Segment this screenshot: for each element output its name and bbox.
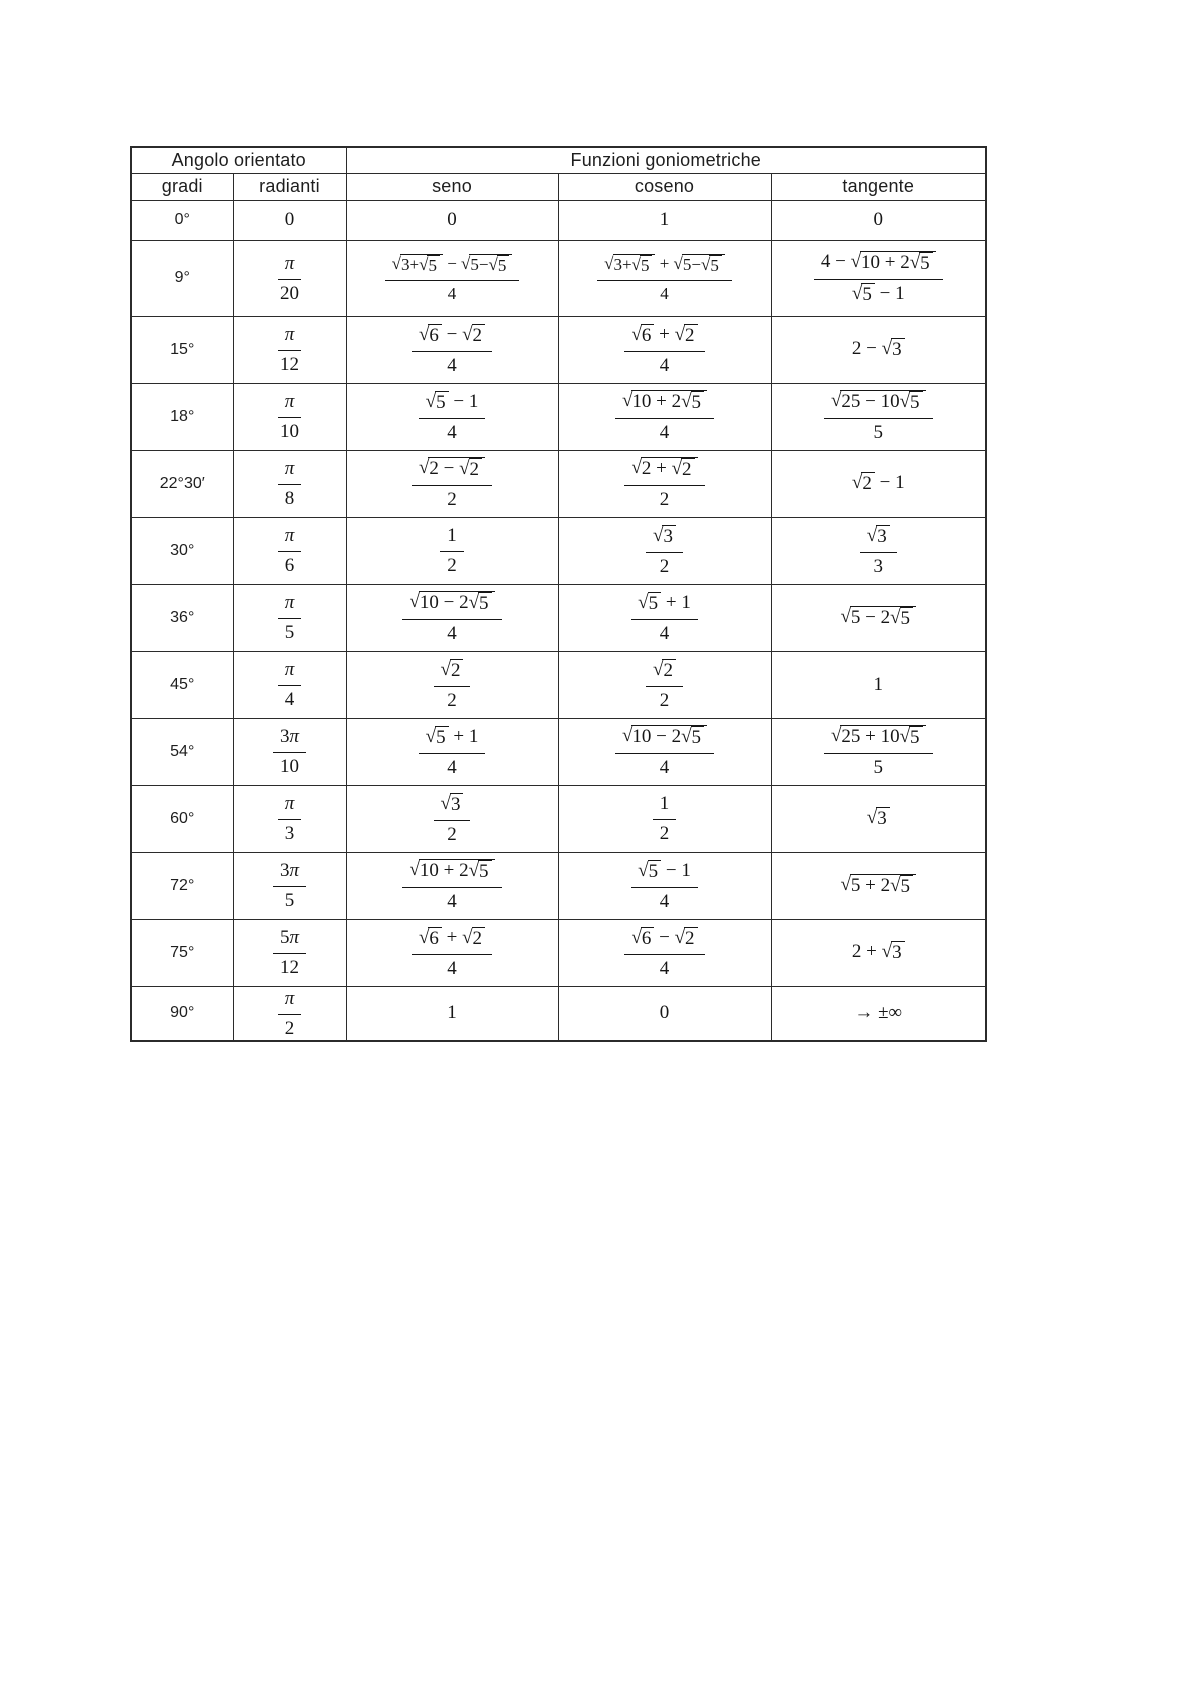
header-angolo-orientato: Angolo orientato bbox=[131, 147, 346, 173]
column-header-row bbox=[131, 173, 986, 200]
radianti-cell: $\frac{\pi}{5}$ bbox=[233, 584, 346, 651]
gradi-cell: 72° bbox=[131, 852, 233, 919]
tangente-cell: 2 − √ 3 bbox=[771, 316, 986, 383]
coseno-cell: √ 3+ √ 5 + √ 5− √ 5 4 bbox=[558, 240, 771, 316]
row-22deg30 bbox=[131, 450, 986, 517]
col-header-seno: seno bbox=[346, 173, 558, 200]
seno-cell: √ 5 − 1 4 bbox=[346, 383, 558, 450]
col-header-tangente: tangente bbox=[771, 173, 986, 200]
seno-cell: √ 3 2 bbox=[346, 785, 558, 852]
seno-cell: √ 10 − 2 √ 5 4 bbox=[346, 584, 558, 651]
seno-cell: √ 6 + √ 2 4 bbox=[346, 919, 558, 986]
seno-cell: √ 5 + 1 4 bbox=[346, 718, 558, 785]
tangente-cell: √ 3 bbox=[771, 785, 986, 852]
coseno-cell: √ 5 − 1 4 bbox=[558, 852, 771, 919]
row-0deg bbox=[131, 200, 986, 240]
tangente-cell: √ 5 + 2 √ 5 bbox=[771, 852, 986, 919]
seno-cell: 0 bbox=[346, 200, 558, 240]
tangente-cell: 4 − √ 10 + 2 √ 5 √ 5 − 1 bbox=[771, 240, 986, 316]
tangente-cell: 0 bbox=[771, 200, 986, 240]
row-45deg bbox=[131, 651, 986, 718]
coseno-cell: √ 3 2 bbox=[558, 517, 771, 584]
gradi-cell: 60° bbox=[131, 785, 233, 852]
seno-cell: $\frac{1}{2}$ bbox=[346, 517, 558, 584]
coseno-cell: √ 6 + √ 2 4 bbox=[558, 316, 771, 383]
gradi-cell: 30° bbox=[131, 517, 233, 584]
radianti-cell: $\frac{\pi}{6}$ bbox=[233, 517, 346, 584]
radianti-cell: $\frac{\pi}{10}$ bbox=[233, 383, 346, 450]
coseno-cell: √ 10 − 2 √ 5 4 bbox=[558, 718, 771, 785]
col-header-radianti: radianti bbox=[233, 173, 346, 200]
tangente-cell: 2 + √ 3 bbox=[771, 919, 986, 986]
coseno-cell: √ 2 + √ 2 2 bbox=[558, 450, 771, 517]
radianti-cell: $\frac{5\pi}{12}$ bbox=[233, 919, 346, 986]
gradi-cell: 54° bbox=[131, 718, 233, 785]
row-30deg bbox=[131, 517, 986, 584]
coseno-cell: √ 5 + 1 4 bbox=[558, 584, 771, 651]
tangente-cell: √ 25 − 10 √ 5 5 bbox=[771, 383, 986, 450]
seno-cell: √ 2 − √ 2 2 bbox=[346, 450, 558, 517]
seno-cell: √ 10 + 2 √ 5 4 bbox=[346, 852, 558, 919]
gradi-cell: 22°30′ bbox=[131, 450, 233, 517]
row-60deg bbox=[131, 785, 986, 852]
coseno-cell: $\frac{1}{2}$ bbox=[558, 785, 771, 852]
radianti-cell: $\frac{3\pi}{5}$ bbox=[233, 852, 346, 919]
radianti-cell: $\frac{3\pi}{10}$ bbox=[233, 718, 346, 785]
col-header-gradi: gradi bbox=[131, 173, 233, 200]
radianti-cell: $\frac{\pi}{3}$ bbox=[233, 785, 346, 852]
row-9deg bbox=[131, 240, 986, 316]
header-funzioni-goniometriche: Funzioni goniometriche bbox=[346, 147, 986, 173]
radianti-cell: $\frac{\pi}{4}$ bbox=[233, 651, 346, 718]
row-15deg bbox=[131, 316, 986, 383]
gradi-cell: 15° bbox=[131, 316, 233, 383]
row-36deg bbox=[131, 584, 986, 651]
col-header-coseno: coseno bbox=[558, 173, 771, 200]
gradi-cell: 45° bbox=[131, 651, 233, 718]
tangente-cell: √ 3 3 bbox=[771, 517, 986, 584]
radianti-cell: $\frac{\pi}{20}$ bbox=[233, 240, 346, 316]
gradi-cell: 0° bbox=[131, 200, 233, 240]
coseno-cell: 0 bbox=[558, 986, 771, 1041]
seno-cell: √ 6 − √ 2 4 bbox=[346, 316, 558, 383]
gradi-cell: 90° bbox=[131, 986, 233, 1041]
coseno-cell: 1 bbox=[558, 200, 771, 240]
row-75deg bbox=[131, 919, 986, 986]
tangente-cell: √ 25 + 10 √ 5 5 bbox=[771, 718, 986, 785]
gradi-cell: 75° bbox=[131, 919, 233, 986]
seno-cell: √ 3+ √ 5 − √ 5− √ 5 4 bbox=[346, 240, 558, 316]
row-18deg bbox=[131, 383, 986, 450]
trig-table bbox=[130, 146, 987, 1042]
tangente-cell: √ 2 − 1 bbox=[771, 450, 986, 517]
seno-cell: √ 2 2 bbox=[346, 651, 558, 718]
trig-table-container bbox=[130, 146, 987, 1042]
row-54deg bbox=[131, 718, 986, 785]
tangente-cell: 1 bbox=[771, 651, 986, 718]
seno-cell: 1 bbox=[346, 986, 558, 1041]
radianti-cell: $\frac{\pi}{2}$ bbox=[233, 986, 346, 1041]
row-90deg bbox=[131, 986, 986, 1041]
gradi-cell: 36° bbox=[131, 584, 233, 651]
tangente-cell: √ 5 − 2 √ 5 bbox=[771, 584, 986, 651]
header-group-row bbox=[131, 147, 986, 173]
radianti-cell: $\frac{\pi}{12}$ bbox=[233, 316, 346, 383]
coseno-cell: √ 10 + 2 √ 5 4 bbox=[558, 383, 771, 450]
gradi-cell: 9° bbox=[131, 240, 233, 316]
row-72deg bbox=[131, 852, 986, 919]
coseno-cell: √ 6 − √ 2 4 bbox=[558, 919, 771, 986]
tangente-cell: → ±∞ bbox=[771, 986, 986, 1041]
radianti-cell: $\frac{\pi}{8}$ bbox=[233, 450, 346, 517]
gradi-cell: 18° bbox=[131, 383, 233, 450]
coseno-cell: √ 2 2 bbox=[558, 651, 771, 718]
radianti-cell: 0 bbox=[233, 200, 346, 240]
